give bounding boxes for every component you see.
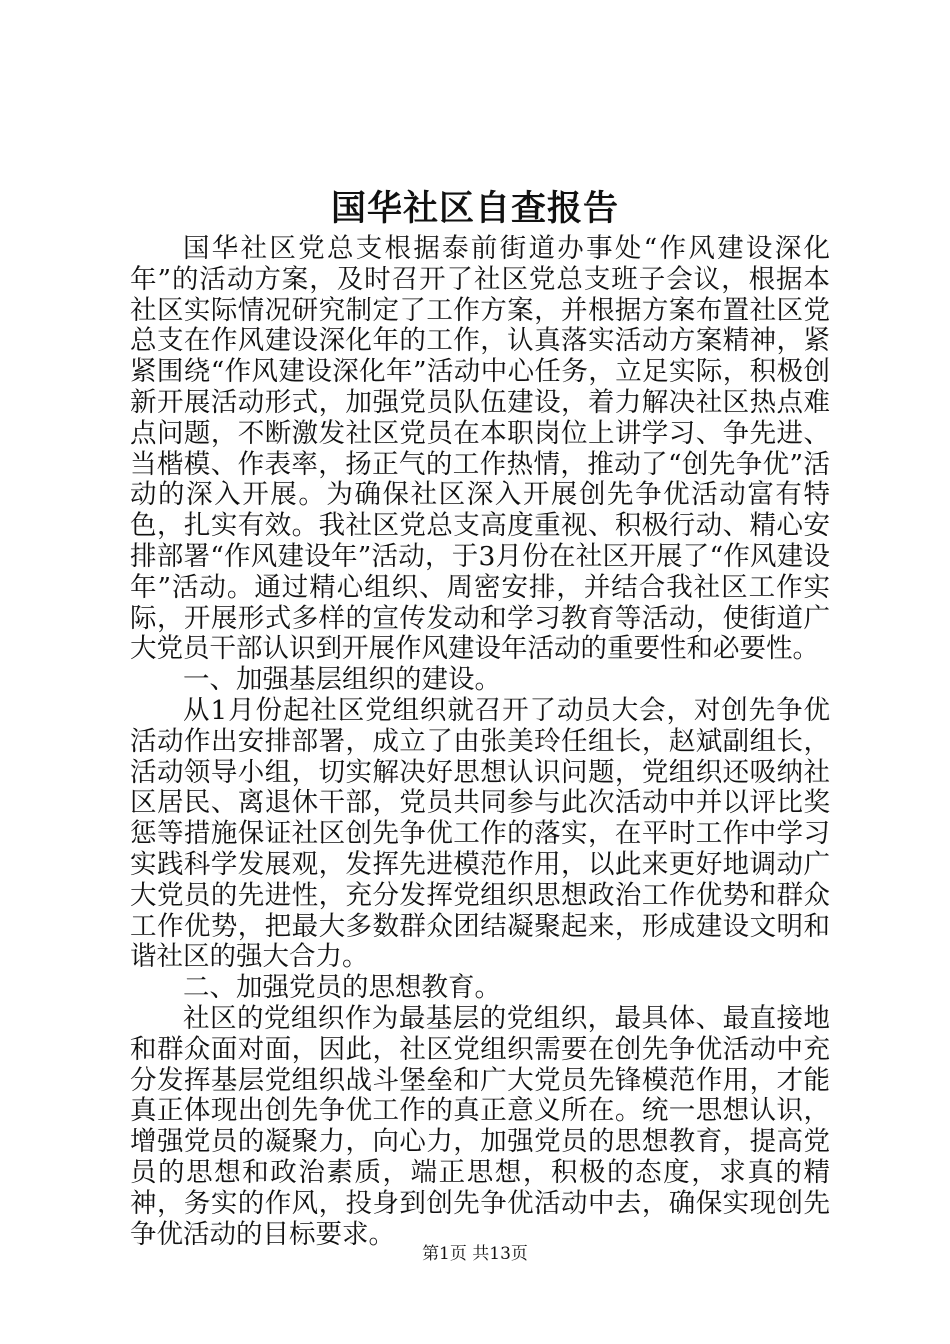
section-1-paragraph: 从1月份起社区党组织就召开了动员大会，对创先争优活动作出安排部署，成立了由张美玲任组长，赵斌副组长，活动领导小组，切实解决好思想认识问题，党组织还吸纳社区居民、离退休干部，党员共同参与此次活动中并以评比奖惩等措施保证社区创先争优工作的落实，在平时工作中学习实践科学发展观，发挥先进模范作用，以此来更好地调动广大党员的先进性，充分发挥党组织思想政治工作优势和群众工作优势，把最大多数群众团结凝聚起来，形成建设文明和谐社区的强大合力。 [130,694,830,973]
intro-paragraph: 国华社区党总支根据泰前街道办事处“作风建设深化年”的活动方案，及时召开了社区党总支班子会议，根据本社区实际情况研究制定了工作方案，并根据方案布置社区党总支在作风建设深化年的工作，认真落实活动方案精神，紧紧围绕“作风建设深化年”活动中心任务，立足实际，积极创新开展活动形式，加强党员队伍建设，着力解决社区热点难点问题，不断激发社区党员在本职岗位上讲学习、争先进、当楷模、作表率，扬正气的工作热情，推动了“创先争优”活动的深入开展。为确保社区深入开展创先争优活动富有特色，扎实有效。我社区党总支高度重视、积极行动、精心安排部署“作风建设年”活动，于3月份在社区开展了“作风建设年”活动。通过精心组织、周密安排，并结合我社区工作实际，开展形式多样的宣传发动和学习教育等活动，使街道广大党员干部认识到开展作风建设年活动的重要性和必要性。 [130,233,830,665]
section-heading-2: 二、加强党员的思想教育。 [183,972,501,1004]
page-footer: 第1页 共13页 [422,1244,528,1264]
section-2-paragraph: 社区的党组织作为最基层的党组织，最具体、最直接地和群众面对面，因此，社区党组织需要在创先争优活动中充分发挥基层党组织战斗堡垒和广大党员先锋模范作用，才能真正体现出创先争优工作的真正意义所在。统一思想认识，增强党员的凝聚力，向心力，加强党员的思想教育，提高党员的思想和政治素质，端正思想，积极的态度，求真的精神，务实的作风，投身到创先争优活动中去，确保实现创先争优活动的目标要求。 [130,1002,830,1250]
document-title: 国华社区自查报告 [330,188,619,229]
section-heading-1: 一、加强基层组织的建设。 [183,664,501,696]
document-body [130,234,830,1250]
